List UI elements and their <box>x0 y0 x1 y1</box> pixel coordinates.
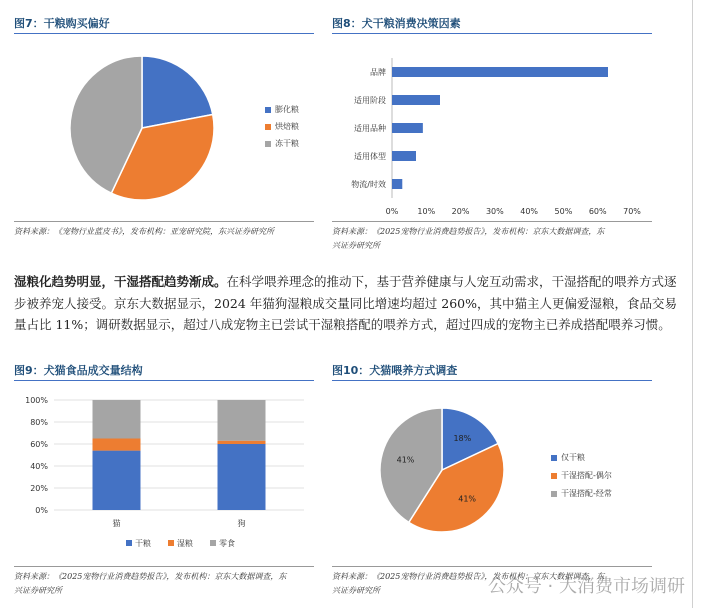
fig8-source-line2: 兴证券研究所 <box>332 241 380 250</box>
fig8-bar-1 <box>392 95 440 105</box>
fig10-legend-label-1: 干湿搭配-偶尔 <box>561 471 612 480</box>
fig9-bar-1-1 <box>218 441 266 444</box>
fig7-legend-swatch-1 <box>265 124 271 130</box>
fig9-legend-label-1: 湿粮 <box>177 539 193 548</box>
watermark-text: 公众号 · 大消费市场调研 <box>487 576 685 597</box>
fig8-bar-chart <box>332 50 662 215</box>
fig10-legend-label-2: 干湿搭配-经常 <box>561 489 612 498</box>
fig9-source-line1: 资料来源：《2025宠物行业消费趋势报告》，发布机构：京东大数据调查，东 <box>14 572 287 581</box>
fig7-legend-label-0: 膨化粮 <box>275 105 299 114</box>
fig8-x-tick-3: 30% <box>485 207 504 215</box>
fig8-bar-2 <box>392 123 423 133</box>
fig9-y-tick-3: 60% <box>30 440 48 449</box>
fig8-category-label-0: 品牌 <box>370 68 386 77</box>
fig7-source: 资料来源：《宠物行业蓝皮书》，发布机构：亚宠研究院，东兴证券研究所 <box>14 227 274 236</box>
fig8-category-label-3: 适用体型 <box>354 152 386 161</box>
fig7-legend-label-1: 烘焙粮 <box>275 122 299 131</box>
fig8-x-tick-7: 70% <box>623 207 641 215</box>
fig10-legend-swatch-0 <box>551 455 557 461</box>
fig7-source-rule <box>14 221 314 222</box>
fig10-pie <box>370 398 520 548</box>
paragraph-bold-lead: 湿粮化趋势明显，干湿搭配趋势渐成。 <box>14 274 227 289</box>
fig9-source-rule <box>14 566 314 567</box>
fig10-legend-item-1 <box>551 470 612 481</box>
fig9-bar-1-2 <box>218 400 266 441</box>
fig10-title-rule <box>332 380 652 381</box>
fig9-legend-swatch-1 <box>168 540 174 546</box>
fig8-x-tick-1: 10% <box>417 207 436 215</box>
fig7-legend-item-0 <box>265 104 299 115</box>
fig8-category-label-2: 适用品种 <box>354 124 386 133</box>
fig8-category-label-4: 物流/时效 <box>351 180 386 189</box>
fig8-source-line1: 资料来源：《2025宠物行业消费趋势报告》，发布机构：京东大数据调查，东 <box>332 227 605 236</box>
fig9-stacked-bar-chart <box>14 390 314 555</box>
fig9-legend-swatch-0 <box>126 540 132 546</box>
fig9-y-tick-5: 100% <box>25 396 48 405</box>
fig9-y-tick-0: 0% <box>35 506 48 515</box>
fig10-label-1: 41% <box>458 494 477 504</box>
fig9-legend-swatch-2 <box>210 540 216 546</box>
fig9-bar-1-0 <box>218 444 266 510</box>
fig8-bar-0 <box>392 67 608 77</box>
fig10-source-line1: 资料来源：《2025宠物行业消费趋势报告》，发布机构：京东大数据调查，东 <box>332 572 605 581</box>
fig9-source-line2: 兴证券研究所 <box>14 586 62 595</box>
fig9-y-tick-4: 80% <box>30 418 48 427</box>
fig10-legend-item-2 <box>551 488 612 499</box>
fig9-bar-0-0 <box>93 451 141 510</box>
fig8-bar-3 <box>392 151 416 161</box>
fig8-title: 图8：犬干粮消费决策因素 <box>332 17 461 30</box>
fig9-title-rule <box>14 380 314 381</box>
fig10-legend-item-0 <box>551 452 585 463</box>
fig8-x-tick-0: 0% <box>385 207 399 215</box>
fig10-legend-label-0: 仅干粮 <box>561 453 585 462</box>
fig9-category-label-1: 狗 <box>237 519 246 528</box>
page-edge-line <box>692 0 693 608</box>
fig9-bar-0-1 <box>93 439 141 451</box>
fig9-title: 图9：犬猫食品成交量结构 <box>14 364 143 377</box>
body-paragraph <box>14 271 679 336</box>
fig10-source-rule <box>332 566 652 567</box>
fig8-category-label-1: 适用阶段 <box>354 96 386 105</box>
fig8-x-tick-2: 20% <box>451 207 470 215</box>
fig10-label-0: 18% <box>453 433 472 443</box>
fig8-bar-4 <box>392 179 402 189</box>
fig7-legend-swatch-0 <box>265 107 271 113</box>
paragraph-body: 在科学喂养理念的推动下，基于营养健康与人宠互动需求，干湿搭配的喂养方式逐步被养宠人接受。京东大数据显示，2024 年猫狗湿粮成交量同比增速均超过 260%，其中猫主人更偏爱湿粮，食品交易量占比 11%；调研数据显示，超过八成宠物主已尝试干湿粮搭配的喂养方式，超过四成的宠物主已养成搭配喂养习惯。 <box>14 274 677 332</box>
fig10-legend-swatch-2 <box>551 491 557 497</box>
fig10-title: 图10：犬猫喂养方式调查 <box>332 364 458 377</box>
fig7-legend-label-2: 冻干粮 <box>275 139 299 148</box>
fig9-y-tick-2: 40% <box>30 462 48 471</box>
fig9-legend-label-2: 零食 <box>219 539 235 548</box>
fig7-legend-swatch-2 <box>265 141 271 147</box>
fig8-title-rule <box>332 33 652 34</box>
fig8-x-tick-5: 50% <box>554 207 573 215</box>
fig7-legend-item-1 <box>265 121 299 132</box>
fig7-title: 图7：干粮购买偏好 <box>14 17 110 30</box>
fig7-pie <box>60 50 230 210</box>
fig7-title-rule <box>14 33 314 34</box>
fig8-x-tick-6: 60% <box>588 207 607 215</box>
fig9-category-label-0: 猫 <box>112 519 121 528</box>
fig7-legend-item-2 <box>265 138 299 149</box>
fig10-label-2: 41% <box>396 455 415 465</box>
fig9-y-tick-1: 20% <box>30 484 48 493</box>
fig8-source-rule <box>332 221 652 222</box>
fig10-source-line2: 兴证券研究所 <box>332 586 380 595</box>
fig10-legend-swatch-1 <box>551 473 557 479</box>
fig9-bar-0-2 <box>93 400 141 439</box>
fig8-x-tick-4: 40% <box>520 207 539 215</box>
fig9-legend-label-0: 干粮 <box>135 539 151 548</box>
